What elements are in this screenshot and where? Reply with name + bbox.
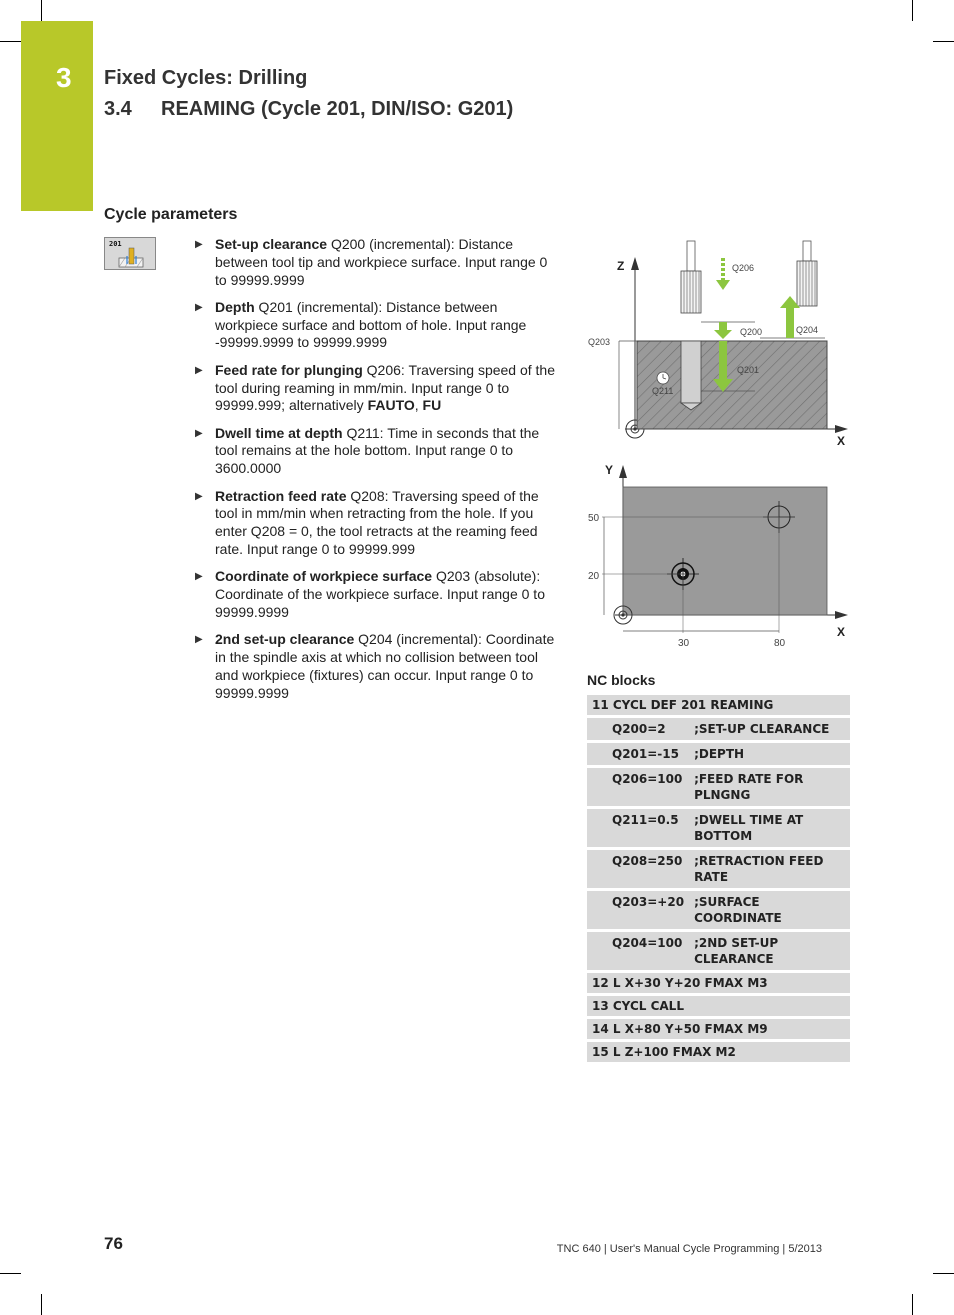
crop-mark bbox=[912, 1294, 913, 1315]
param-retraction-feed-rate bbox=[193, 488, 559, 559]
bullet-arrow-icon: ▶ bbox=[195, 571, 203, 583]
label-q200: Q200 bbox=[740, 327, 763, 337]
y-axis-arrowhead bbox=[619, 465, 627, 478]
section-number: 3.4 bbox=[104, 98, 132, 120]
nc-param-comment: ;SET-UP CLEARANCE bbox=[688, 717, 850, 742]
x-axis-label: X bbox=[837, 434, 846, 448]
label-q203: Q203 bbox=[588, 337, 611, 347]
workpiece bbox=[637, 341, 827, 429]
param-setup-clearance bbox=[193, 236, 559, 289]
param-description: Q203 (absolute): Coordinate of the workpiece surface. Input range 0 to 99999.9999 bbox=[215, 568, 545, 620]
arrow-q201 bbox=[719, 341, 727, 381]
param-dwell-time bbox=[193, 425, 559, 478]
nc-row bbox=[587, 890, 850, 931]
crop-mark bbox=[933, 41, 954, 42]
nc-row bbox=[587, 742, 850, 767]
cycle-softkey-icon bbox=[104, 237, 156, 270]
nc-block-text: 15 L Z+100 FMAX M2 bbox=[587, 1041, 850, 1064]
nc-block-text: 14 L X+80 Y+50 FMAX M9 bbox=[587, 1018, 850, 1041]
tool-shank-right bbox=[803, 241, 811, 261]
y-tick-50: 50 bbox=[588, 513, 600, 524]
drill-hole bbox=[681, 341, 701, 403]
param-term: Retraction feed rate bbox=[215, 487, 347, 504]
crop-mark bbox=[0, 41, 21, 42]
nc-param-code: Q203=+20 bbox=[587, 890, 688, 931]
side-view bbox=[588, 241, 848, 448]
nc-param-comment: ;RETRACTION FEED RATE bbox=[688, 849, 850, 890]
nc-param-comment: ;SURFACE COORDINATE bbox=[688, 890, 850, 931]
footer-text: TNC 640 | User's Manual Cycle Programming | 5/2013 bbox=[556, 1243, 822, 1255]
nc-row bbox=[587, 717, 850, 742]
param-term: Dwell time at depth bbox=[215, 424, 343, 441]
bullet-arrow-icon: ▶ bbox=[195, 490, 203, 502]
param-description: Q208: Traversing speed of the tool in mm/min when retracting from the hole. If you enter Q208 = 0, the tool retracts at the reaming feed rate. Input range 0 to 99999.999 bbox=[215, 487, 539, 557]
nc-row bbox=[587, 767, 850, 808]
workpiece-top bbox=[623, 487, 827, 615]
nc-block-text: 13 CYCL CALL bbox=[587, 995, 850, 1018]
cycle-parameters-heading: Cycle parameters bbox=[104, 206, 238, 223]
nc-row bbox=[587, 849, 850, 890]
cycle-parameter-list bbox=[193, 236, 559, 712]
chapter-number: 3 bbox=[56, 62, 72, 93]
label-q204: Q204 bbox=[796, 325, 819, 335]
nc-row bbox=[587, 695, 850, 717]
param-description: Q211: Time in seconds that the tool remains at the hole bottom. Input range 0 to 3600.0000 bbox=[215, 424, 540, 477]
y-axis-label: Y bbox=[605, 463, 614, 477]
nc-param-code: Q201=-15 bbox=[587, 742, 688, 767]
param-description: Q206: Traversing speed of the tool during reaming in mm/min. Input range 0 to 99999.999; alternatively bbox=[215, 361, 556, 414]
crop-mark bbox=[933, 1273, 954, 1274]
top-view bbox=[588, 463, 848, 649]
keyword-fu: FU bbox=[422, 397, 442, 414]
arrow-q204 bbox=[786, 306, 794, 338]
x-axis-arrowhead bbox=[835, 425, 848, 433]
section-title: REAMING (Cycle 201, DIN/ISO: G201) bbox=[161, 98, 514, 120]
bullet-arrow-icon: ▶ bbox=[195, 634, 203, 646]
nc-param-comment: ;DEPTH bbox=[688, 742, 850, 767]
reaming-icon bbox=[105, 238, 155, 269]
nc-param-code: Q211=0.5 bbox=[587, 808, 688, 849]
crop-mark bbox=[41, 1294, 42, 1315]
crop-mark bbox=[912, 0, 913, 21]
nc-param-comment: ;2ND SET-UP CLEARANCE bbox=[688, 931, 850, 972]
label-q206: Q206 bbox=[732, 263, 755, 273]
param-feed-rate-plunging bbox=[193, 362, 559, 415]
nc-block-text: 11 CYCL DEF 201 REAMING bbox=[587, 695, 850, 717]
nc-row bbox=[587, 1018, 850, 1041]
param-term: Coordinate of workpiece surface bbox=[215, 568, 433, 585]
keyword-fauto: FAUTO bbox=[367, 397, 415, 414]
nc-param-code: Q206=100 bbox=[587, 767, 688, 808]
param-term: Depth bbox=[215, 298, 255, 315]
param-term: Set-up clearance bbox=[215, 236, 328, 252]
nc-row bbox=[587, 995, 850, 1018]
nc-param-comment: ;DWELL TIME AT BOTTOM bbox=[688, 808, 850, 849]
crop-mark bbox=[41, 0, 42, 21]
x-tick-30: 30 bbox=[678, 638, 690, 649]
crop-mark bbox=[0, 1273, 21, 1274]
z-axis-label: Z bbox=[617, 259, 625, 273]
nc-block-text: 12 L X+30 Y+20 FMAX M3 bbox=[587, 972, 850, 995]
chapter-title: Fixed Cycles: Drilling bbox=[104, 67, 308, 89]
nc-row bbox=[587, 972, 850, 995]
nc-param-code: Q208=250 bbox=[587, 849, 688, 890]
param-term: 2nd set-up clearance bbox=[215, 631, 355, 648]
bullet-arrow-icon: ▶ bbox=[195, 427, 203, 439]
chapter-tab bbox=[21, 21, 93, 211]
tool-shank-left bbox=[687, 241, 695, 271]
nc-row bbox=[587, 931, 850, 972]
x-axis-label-top: X bbox=[837, 625, 846, 639]
nc-param-comment: ;FEED RATE FOR PLNGNG bbox=[688, 767, 850, 808]
keyword-separator: , bbox=[414, 397, 423, 414]
nc-row bbox=[587, 1041, 850, 1064]
param-description: Q200 (incremental): Distance between tool tip and workpiece surface. Input range 0 to 99999.9999 bbox=[215, 236, 548, 288]
x-axis-arrowhead-top bbox=[835, 611, 848, 619]
nc-blocks-heading: NC blocks bbox=[587, 672, 656, 688]
z-axis-arrowhead bbox=[631, 257, 639, 270]
nc-blocks-table bbox=[587, 695, 850, 1065]
nc-row bbox=[587, 808, 850, 849]
param-workpiece-surface bbox=[193, 568, 559, 621]
x-tick-80: 80 bbox=[774, 638, 786, 649]
bullet-arrow-icon: ▶ bbox=[195, 239, 203, 250]
label-q201: Q201 bbox=[737, 365, 760, 375]
label-q211: Q211 bbox=[652, 386, 674, 396]
reaming-diagram bbox=[585, 236, 855, 656]
param-depth bbox=[193, 299, 559, 352]
y-tick-20: 20 bbox=[588, 571, 600, 582]
bullet-arrow-icon: ▶ bbox=[195, 364, 203, 376]
param-description: Q201 (incremental): Distance between workpiece surface and bottom of hole. Input range -99999.9999 to 99999.9999 bbox=[215, 298, 527, 351]
nc-param-code: Q200=2 bbox=[587, 717, 688, 742]
param-term: Feed rate for plunging bbox=[215, 361, 363, 378]
param-description: Q204 (incremental): Coordinate in the spindle axis at which no collision between tool and workpiece (fixtures) can occur. Input range 0 to 99999.9999 bbox=[215, 631, 555, 701]
param-2nd-setup-clearance bbox=[193, 631, 559, 702]
softkey-label: 201 bbox=[109, 240, 122, 248]
page-number: 76 bbox=[104, 1234, 123, 1253]
bullet-arrow-icon: ▶ bbox=[195, 301, 203, 313]
nc-param-code: Q204=100 bbox=[587, 931, 688, 972]
